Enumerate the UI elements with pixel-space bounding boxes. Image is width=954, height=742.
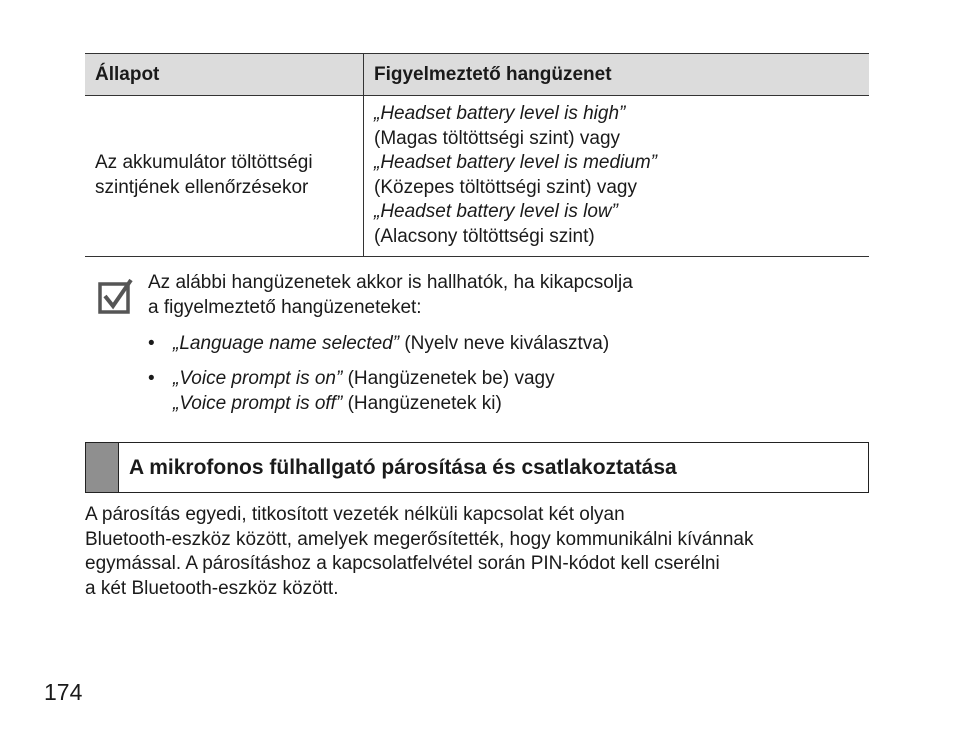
bullet-line — [173, 366, 848, 391]
message-line: (Magas töltöttségi szint) vagy — [374, 127, 621, 149]
prompt-text: „Voice prompt is on” — [173, 368, 343, 389]
column-header-state: Állapot — [85, 54, 364, 96]
paragraph-line: a két Bluetooth-eszköz között. — [85, 577, 339, 599]
heading-accent-bar — [86, 443, 119, 492]
checkbox-check-icon — [98, 278, 134, 314]
state-cell — [85, 96, 364, 257]
prompt-translation: (Nyelv neve kiválasztva) — [399, 333, 610, 354]
column-header-message: Figyelmeztető hangüzenet — [364, 54, 870, 96]
bullet-marker: • — [148, 368, 155, 389]
paragraph-line: egymással. A párosításhoz a kapcsolatfelvétel során PIN-kódot kell cserélni — [85, 553, 720, 574]
bullet-line — [173, 391, 848, 416]
section-heading — [85, 442, 869, 493]
prompt-text: „Voice prompt is off” — [173, 393, 343, 414]
note-line: Az alábbi hangüzenetek akkor is hallhatók, ha kikapcsolja — [148, 272, 633, 293]
bullet-line — [173, 331, 848, 356]
note-text — [148, 270, 868, 320]
table-header-row — [85, 54, 869, 96]
note-line: a figyelmeztető hangüzeneteket: — [148, 297, 422, 318]
list-item — [148, 331, 848, 356]
message-line: „Headset battery level is high” — [374, 103, 626, 124]
message-line: „Headset battery level is low” — [374, 201, 618, 222]
section-title: A mikrofonos fülhallgató párosítása és csatlakoztatása — [129, 455, 677, 479]
list-item — [148, 366, 848, 416]
bullet-list — [148, 331, 848, 426]
paragraph-line: A párosítás egyedi, titkosított vezeték nélküli kapcsolat két olyan — [85, 504, 625, 525]
bullet-marker: • — [148, 333, 155, 354]
table-row — [85, 96, 869, 257]
page-number: 174 — [44, 679, 83, 705]
status-message-table — [85, 53, 869, 257]
prompt-text: „Language name selected” — [173, 333, 400, 354]
state-line: szintjének ellenőrzésekor — [95, 176, 309, 198]
state-line: Az akkumulátor töltöttségi — [95, 152, 313, 173]
message-line: (Közepes töltöttségi szint) vagy — [374, 176, 637, 198]
message-line: „Headset battery level is medium” — [374, 152, 657, 173]
prompt-translation: (Hangüzenetek ki) — [342, 393, 502, 414]
message-line: (Alacsony töltöttségi szint) — [374, 225, 595, 247]
paragraph-line: Bluetooth-eszköz között, amelyek megerősítették, hogy kommunikálni kívánnak — [85, 528, 754, 550]
body-paragraph — [85, 503, 885, 601]
message-cell — [364, 96, 870, 257]
prompt-translation: (Hangüzenetek be) vagy — [342, 368, 555, 389]
